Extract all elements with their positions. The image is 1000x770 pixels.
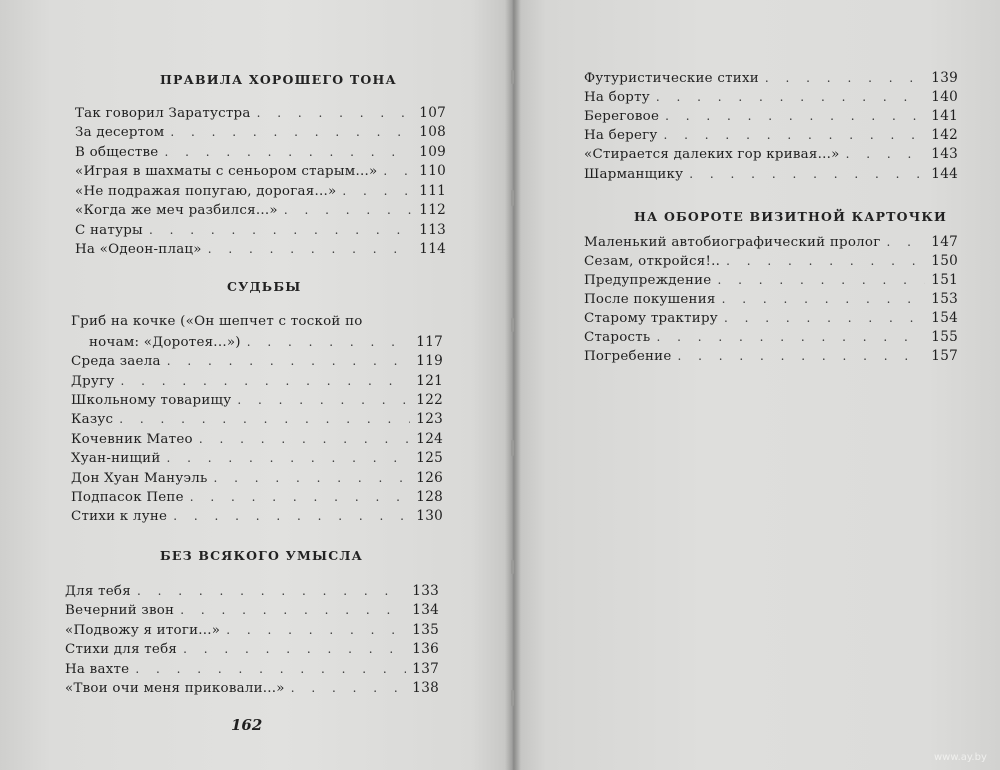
entry-title: На «Одеон-плац»: [75, 242, 202, 257]
leader-dots: [137, 584, 406, 598]
binding-stitch: [511, 190, 514, 206]
entry-title: Среда заела: [71, 354, 161, 369]
toc-entry: [71, 450, 443, 470]
entry-title: Кочевник Матео: [71, 432, 193, 447]
toc-entry: [71, 431, 443, 451]
toc-entry: [584, 234, 958, 254]
entry-title: «Подвожу я итоги...»: [65, 623, 221, 638]
entry-page: 150: [931, 253, 958, 269]
toc-entry: [75, 144, 446, 164]
leader-dots: [167, 354, 411, 368]
entry-page: 153: [931, 291, 958, 307]
leader-dots: [383, 164, 413, 178]
toc-entry: [584, 348, 958, 368]
leader-dots: [208, 242, 414, 256]
entry-page: 134: [412, 602, 439, 618]
leader-dots: [722, 292, 926, 306]
leader-dots: [886, 235, 925, 249]
entry-page: 126: [416, 470, 443, 486]
entry-title: Стихи к луне: [71, 509, 168, 524]
toc-entry: [75, 202, 446, 222]
entry-title: Казус: [71, 412, 114, 427]
entry-title: Подпасок Пепе: [71, 490, 184, 505]
entry-title: Футуристические стихи: [584, 71, 759, 86]
entry-page: 142: [931, 127, 958, 143]
toc-entry: [65, 641, 439, 661]
toc-entry: [65, 602, 439, 622]
toc-entry: [584, 146, 958, 166]
toc-entry: [584, 70, 958, 90]
entry-title: «Играя в шахматы с сеньором старым...»: [75, 164, 378, 179]
leader-dots: [291, 681, 407, 695]
leader-dots: [190, 490, 411, 504]
entry-title: После покушения: [584, 292, 716, 307]
entry-title: Школьному товарищу: [71, 393, 232, 408]
leader-dots: [765, 71, 925, 85]
toc-entry: [584, 329, 958, 349]
entry-page: 107: [419, 105, 446, 121]
leader-dots: [119, 412, 410, 426]
toc-entry: [75, 241, 446, 261]
toc-entry: [75, 222, 446, 242]
entry-page: 138: [412, 680, 439, 696]
section-heading: БЕЗ ВСЯКОГО УМЫСЛА: [160, 548, 364, 563]
binding-stitch: [511, 440, 514, 456]
entry-title: Хуан-нищий: [71, 451, 161, 466]
leader-dots: [247, 335, 411, 349]
entry-page: 114: [419, 241, 446, 257]
book-gutter: [505, 0, 521, 770]
toc-entry: [65, 622, 439, 642]
entry-page: 112: [419, 202, 446, 218]
entry-title: На борту: [584, 90, 650, 105]
toc-entry: [71, 508, 443, 528]
leader-dots: [226, 623, 406, 637]
leader-dots: [214, 471, 411, 485]
entry-title-continuation: ночам: «Доротея...»): [89, 335, 241, 350]
leader-dots: [724, 311, 925, 325]
entry-page: 122: [416, 392, 443, 408]
toc-entry: [584, 253, 958, 273]
toc-entry: [65, 680, 439, 700]
toc-entry: [75, 163, 446, 183]
toc-entry: [75, 124, 446, 144]
toc-entry: [584, 310, 958, 330]
entry-title: «Когда же меч разбился...»: [75, 203, 278, 218]
toc-entry: [71, 489, 443, 509]
entry-page: 154: [931, 310, 958, 326]
leader-dots: [199, 432, 410, 446]
entry-page: 130: [416, 508, 443, 524]
entry-page: 110: [419, 163, 446, 179]
entry-title: Сезам, откройся!..: [584, 254, 721, 269]
leader-dots: [717, 273, 925, 287]
leader-dots: [180, 603, 406, 617]
toc-entry: [89, 334, 443, 354]
leader-dots: [149, 223, 413, 237]
toc-entry: [65, 583, 439, 603]
section-heading: ПРАВИЛА ХОРОШЕГО ТОНА: [160, 72, 397, 87]
toc-entry: [584, 89, 958, 109]
leader-dots: [237, 393, 410, 407]
entry-title: Старость: [584, 330, 651, 345]
entry-page: 124: [416, 431, 443, 447]
toc-entry: [584, 272, 958, 292]
page-number: 162: [231, 716, 263, 734]
entry-page: 117: [416, 334, 443, 350]
binding-stitch: [511, 318, 514, 332]
entry-page: 123: [416, 411, 443, 427]
section-heading: СУДЬБЫ: [227, 279, 302, 294]
entry-page: 108: [419, 124, 446, 140]
watermark: www.ay.by: [934, 752, 987, 763]
leader-dots: [726, 254, 925, 268]
leader-dots: [173, 509, 410, 523]
right-page: [512, 0, 1000, 770]
binding-stitch: [511, 70, 514, 84]
entry-page: 141: [931, 108, 958, 124]
entry-title: Маленький автобиографический пролог: [584, 235, 881, 250]
entry-title: «Стирается далеких гор кривая...»: [584, 147, 840, 162]
entry-title: Другу: [71, 374, 115, 389]
entry-page: 143: [931, 146, 958, 162]
entry-title: Гриб на кочке («Он шепчет с тоской по: [71, 314, 363, 329]
leader-dots: [678, 349, 926, 363]
leader-dots: [120, 374, 410, 388]
entry-title: «Твои очи меня приковали...»: [65, 681, 285, 696]
leader-dots: [170, 125, 413, 139]
leader-dots: [846, 147, 926, 161]
leader-dots: [664, 128, 926, 142]
toc-entry: [71, 470, 443, 490]
entry-title: Предупреждение: [584, 273, 712, 288]
entry-page: 113: [419, 222, 446, 238]
leader-dots: [689, 167, 925, 181]
toc-entry: [71, 392, 443, 412]
entry-title: Так говорил Заратустра: [75, 106, 251, 121]
entry-page: 139: [931, 70, 958, 86]
toc-entry: [71, 373, 443, 393]
leader-dots: [342, 184, 413, 198]
entry-title: В обществе: [75, 145, 159, 160]
entry-title: Погребение: [584, 349, 672, 364]
leader-dots: [164, 145, 413, 159]
entry-title: Стихи для тебя: [65, 642, 178, 657]
entry-page: 111: [419, 183, 446, 199]
toc-entry: [65, 661, 439, 681]
entry-page: 119: [416, 353, 443, 369]
entry-page: 133: [412, 583, 439, 599]
leader-dots: [183, 642, 406, 656]
leader-dots: [257, 106, 414, 120]
toc-entry: [584, 291, 958, 311]
entry-title: Шарманщику: [584, 167, 684, 182]
entry-title: На берегу: [584, 128, 658, 143]
entry-page: 136: [412, 641, 439, 657]
toc-entry: [75, 105, 446, 125]
leader-dots: [656, 330, 925, 344]
entry-page: 128: [416, 489, 443, 505]
toc-entry: [584, 127, 958, 147]
entry-page: 157: [931, 348, 958, 364]
entry-page: 109: [419, 144, 446, 160]
entry-title: Вечерний звон: [65, 603, 175, 618]
entry-page: 144: [931, 166, 958, 182]
section-heading: НА ОБОРОТЕ ВИЗИТНОЙ КАРТОЧКИ: [634, 209, 947, 224]
entry-title: Для тебя: [65, 584, 131, 599]
entry-title: Старому трактиру: [584, 311, 718, 326]
entry-page: 137: [412, 661, 439, 677]
entry-page: 155: [931, 329, 958, 345]
binding-stitch: [511, 690, 514, 706]
toc-entry: [584, 166, 958, 186]
leader-dots: [665, 109, 925, 123]
entry-title: «Не подражая попугаю, дорогая...»: [75, 184, 337, 199]
entry-page: 121: [416, 373, 443, 389]
leader-dots: [167, 451, 411, 465]
entry-page: 147: [931, 234, 958, 250]
entry-title: Береговое: [584, 109, 660, 124]
leader-dots: [656, 90, 925, 104]
toc-entry: [75, 183, 446, 203]
toc-entry: [71, 411, 443, 431]
entry-page: 125: [416, 450, 443, 466]
toc-entry: [71, 353, 443, 373]
entry-title: С натуры: [75, 223, 143, 238]
entry-title: За десертом: [75, 125, 165, 140]
entry-page: 135: [412, 622, 439, 638]
entry-page: 151: [931, 272, 958, 288]
entry-page: 140: [931, 89, 958, 105]
entry-title: Дон Хуан Мануэль: [71, 471, 208, 486]
entry-title: На вахте: [65, 662, 130, 677]
leader-dots: [284, 203, 413, 217]
leader-dots: [135, 662, 406, 676]
toc-entry: [584, 108, 958, 128]
binding-stitch: [511, 560, 514, 574]
